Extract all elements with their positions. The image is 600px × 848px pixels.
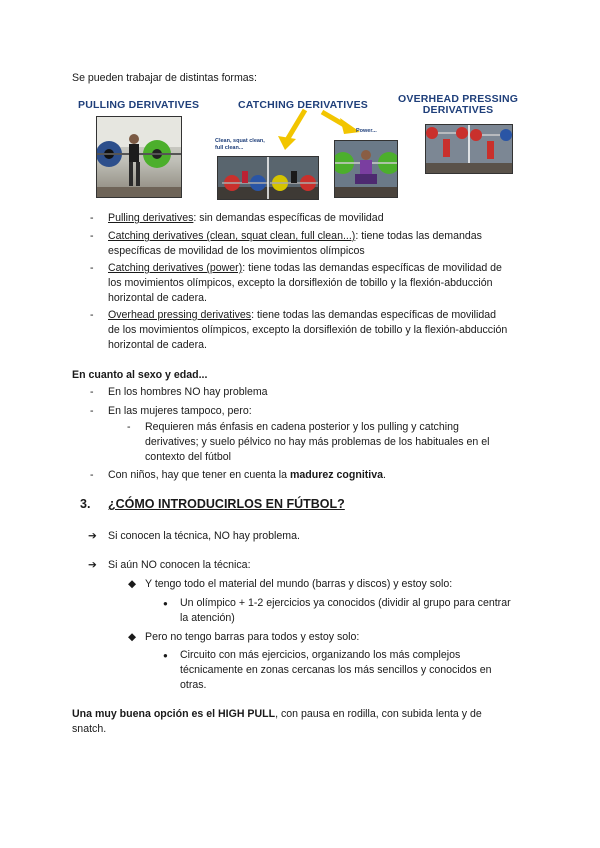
women-detail-line2: derivatives; y suelo pélvico no hay más problemas de los habituales en el [145,436,490,448]
derivative-desc-cont: de los movimientos olímpicos, excepto la dorsiflexión de tobillo y la flexión-abducción [108,324,508,336]
clean-caption-line2: full clean... [215,145,244,151]
list-item [90,468,386,483]
catching-label: CATCHING DERIVATIVES [238,99,369,111]
list-item [88,558,251,573]
intro-text: Se pueden trabajar de distintas formas: [72,72,257,84]
derivative-desc-cont2: horizontal de cadera. [108,292,207,304]
pulling-photo [96,116,182,198]
dash-bullet: - [90,386,94,398]
children-emphasis: madurez cognitiva [290,469,384,481]
derivative-desc-cont2: horizontal de cadera. [108,339,207,351]
power-photo [334,140,398,198]
power-caption: Power... [356,128,377,134]
arrow-bullet-icon: ➔ [88,559,97,571]
children-period: . [383,469,386,481]
list-item [90,211,384,226]
derivative-term: Overhead pressing derivatives [108,309,252,321]
olympic-plan-line1: Un olímpico + 1-2 ejercicios ya conocidos (dividir al grupo para centrar [180,597,511,609]
clean-caption-line1: Clean, squat clean, [215,138,265,144]
list-item [90,261,502,306]
arrow-bullet-icon: ➔ [88,530,97,542]
list-item [90,385,268,400]
diamond-bullet-icon: ◆ [128,631,137,643]
dash-bullet: - [127,421,131,433]
circuit-plan-line2: técnicamente en zonas cercanas los más sencillos y conocidos en [180,664,492,676]
dash-bullet: - [90,469,94,481]
circuit-plan-line1: Circuito con más ejercicios, organizando los más complejos [180,649,461,661]
derivative-term: Pulling derivatives [108,212,194,224]
closing-text-line2: snatch. [72,723,107,735]
dash-bullet: - [90,309,94,321]
men-text: En los hombres NO hay problema [108,386,268,398]
derivative-term: Catching derivatives (clean, squat clean, full clean...) [108,230,356,242]
derivative-desc: : tiene todas las demandas específicas de movilidad [251,309,497,321]
power-lifter-icon [335,141,397,197]
list-item [127,420,490,465]
overhead-label [398,94,518,116]
children-text: Con niños, hay que tener en cuenta la [108,469,290,481]
dash-bullet: - [90,262,94,274]
unknown-technique-text: Si aún NO conocen la técnica: [108,559,251,571]
list-item [163,596,511,626]
list-item [128,630,360,645]
derivative-desc-cont: los movimientos olímpicos, excepto la dorsiflexión de tobillo y la flexión-abducción [108,277,493,289]
catching-photo [217,156,319,200]
knows-technique-text: Si conocen la técnica, NO hay problema. [108,530,300,542]
dash-bullet: - [90,230,94,242]
circuit-plan-line3: otras. [180,679,207,691]
women-detail-line3: contexto del fútbol [145,451,231,463]
derivatives-figure [70,92,530,202]
section-title: ¿CÓMO INTRODUCIRLOS EN FÚTBOL? [108,497,345,511]
closing-text: , con pausa en rodilla, con subida lenta y de [275,708,482,720]
no-bars-text: Pero no tengo barras para todos y estoy solo: [145,631,360,643]
dot-bullet-icon: ● [163,651,168,660]
sex-age-heading: En cuanto al sexo y edad... [72,369,208,381]
overhead-label-line1: OVERHEAD PRESSING [398,93,519,105]
women-detail-line1: Requieren más énfasis en cadena posterior y los pulling y catching [145,421,459,433]
closing-emphasis: Una muy buena opción es el HIGH PULL [72,708,276,720]
lifter-icon [97,117,181,197]
list-item [90,308,508,353]
overhead-label-line2: DERIVATIVES [422,104,494,116]
derivative-desc-cont: específicas de movilidad de los movimientos olímpicos [108,245,365,257]
women-text: En las mujeres tampoco, pero: [108,405,252,417]
dash-bullet: - [90,405,94,417]
catching-lifters-icon [218,157,318,199]
closing-paragraph [72,707,482,737]
list-item [128,577,453,592]
list-item [88,529,300,544]
diamond-bullet-icon: ◆ [128,578,137,590]
derivative-term: Catching derivatives (power) [108,262,243,274]
clean-caption [215,138,275,152]
list-item [90,404,252,419]
list-item [163,648,492,693]
olympic-plan-line2: la atención) [180,612,235,624]
dash-bullet: - [90,212,94,224]
dot-bullet-icon: ● [163,599,168,608]
all-material-text: Y tengo todo el material del mundo (barras y discos) y estoy solo: [145,578,453,590]
derivative-desc: : tiene todas las demandas [355,230,482,242]
derivative-desc: : tiene todas las demandas específicas de movilidad de [242,262,502,274]
overhead-photo [425,124,513,174]
derivative-desc: : sin demandas específicas de movilidad [193,212,384,224]
section-number: 3. [80,497,91,511]
overhead-lifters-icon [426,125,512,173]
list-item [90,229,482,259]
pulling-label: PULLING DERIVATIVES [78,99,200,111]
